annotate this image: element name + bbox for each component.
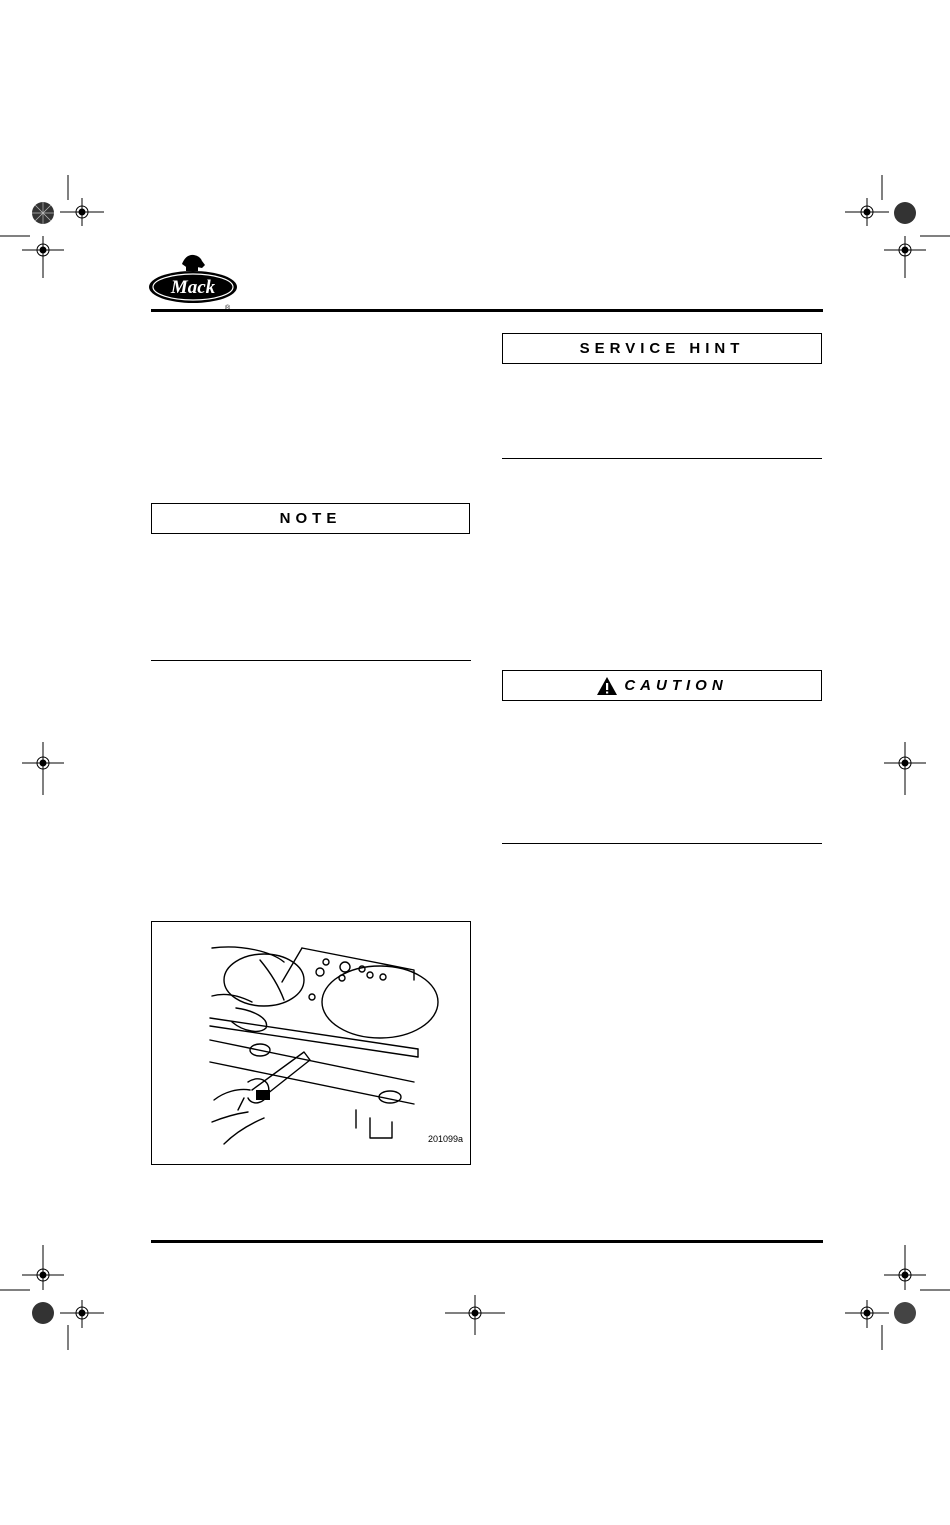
service-hint-header <box>502 333 822 364</box>
mack-logo <box>148 250 240 312</box>
crosshair-registration-icon <box>845 1245 950 1350</box>
figure-code: 201099a <box>427 1134 463 1144</box>
starburst-target-icon <box>32 1302 54 1324</box>
figure-frame <box>151 921 471 1165</box>
warning-triangle-icon <box>596 676 618 696</box>
crop-marks-bottom <box>0 1240 950 1360</box>
note-end-rule <box>151 660 471 661</box>
starburst-target-icon <box>32 202 54 224</box>
crop-marks-middle <box>0 720 950 800</box>
crosshair-registration-icon <box>884 742 926 795</box>
crosshair-registration-icon <box>0 175 104 278</box>
crosshair-registration-icon <box>22 742 64 795</box>
service-hint-label: SERVICE HINT <box>579 340 745 357</box>
service-hint-end-rule <box>502 458 822 459</box>
footer-rule <box>151 1240 823 1243</box>
header-rule <box>151 309 823 312</box>
hands-measuring-cylinder-head-gasket-illustration <box>152 922 470 1164</box>
logo-wordmark: Mack <box>170 277 216 298</box>
starburst-target-icon <box>894 1302 916 1324</box>
note-header <box>151 503 470 534</box>
note-label: NOTE <box>279 510 342 527</box>
crosshair-registration-icon <box>0 1245 104 1350</box>
crosshair-registration-icon <box>845 175 950 278</box>
caution-header <box>502 670 822 701</box>
bulldog-mascot-icon <box>182 255 205 271</box>
starburst-target-icon <box>894 202 916 224</box>
crosshair-registration-icon <box>445 1295 505 1335</box>
caution-label: CAUTION <box>624 677 728 694</box>
crop-marks-top <box>0 0 950 300</box>
caution-end-rule <box>502 843 822 844</box>
